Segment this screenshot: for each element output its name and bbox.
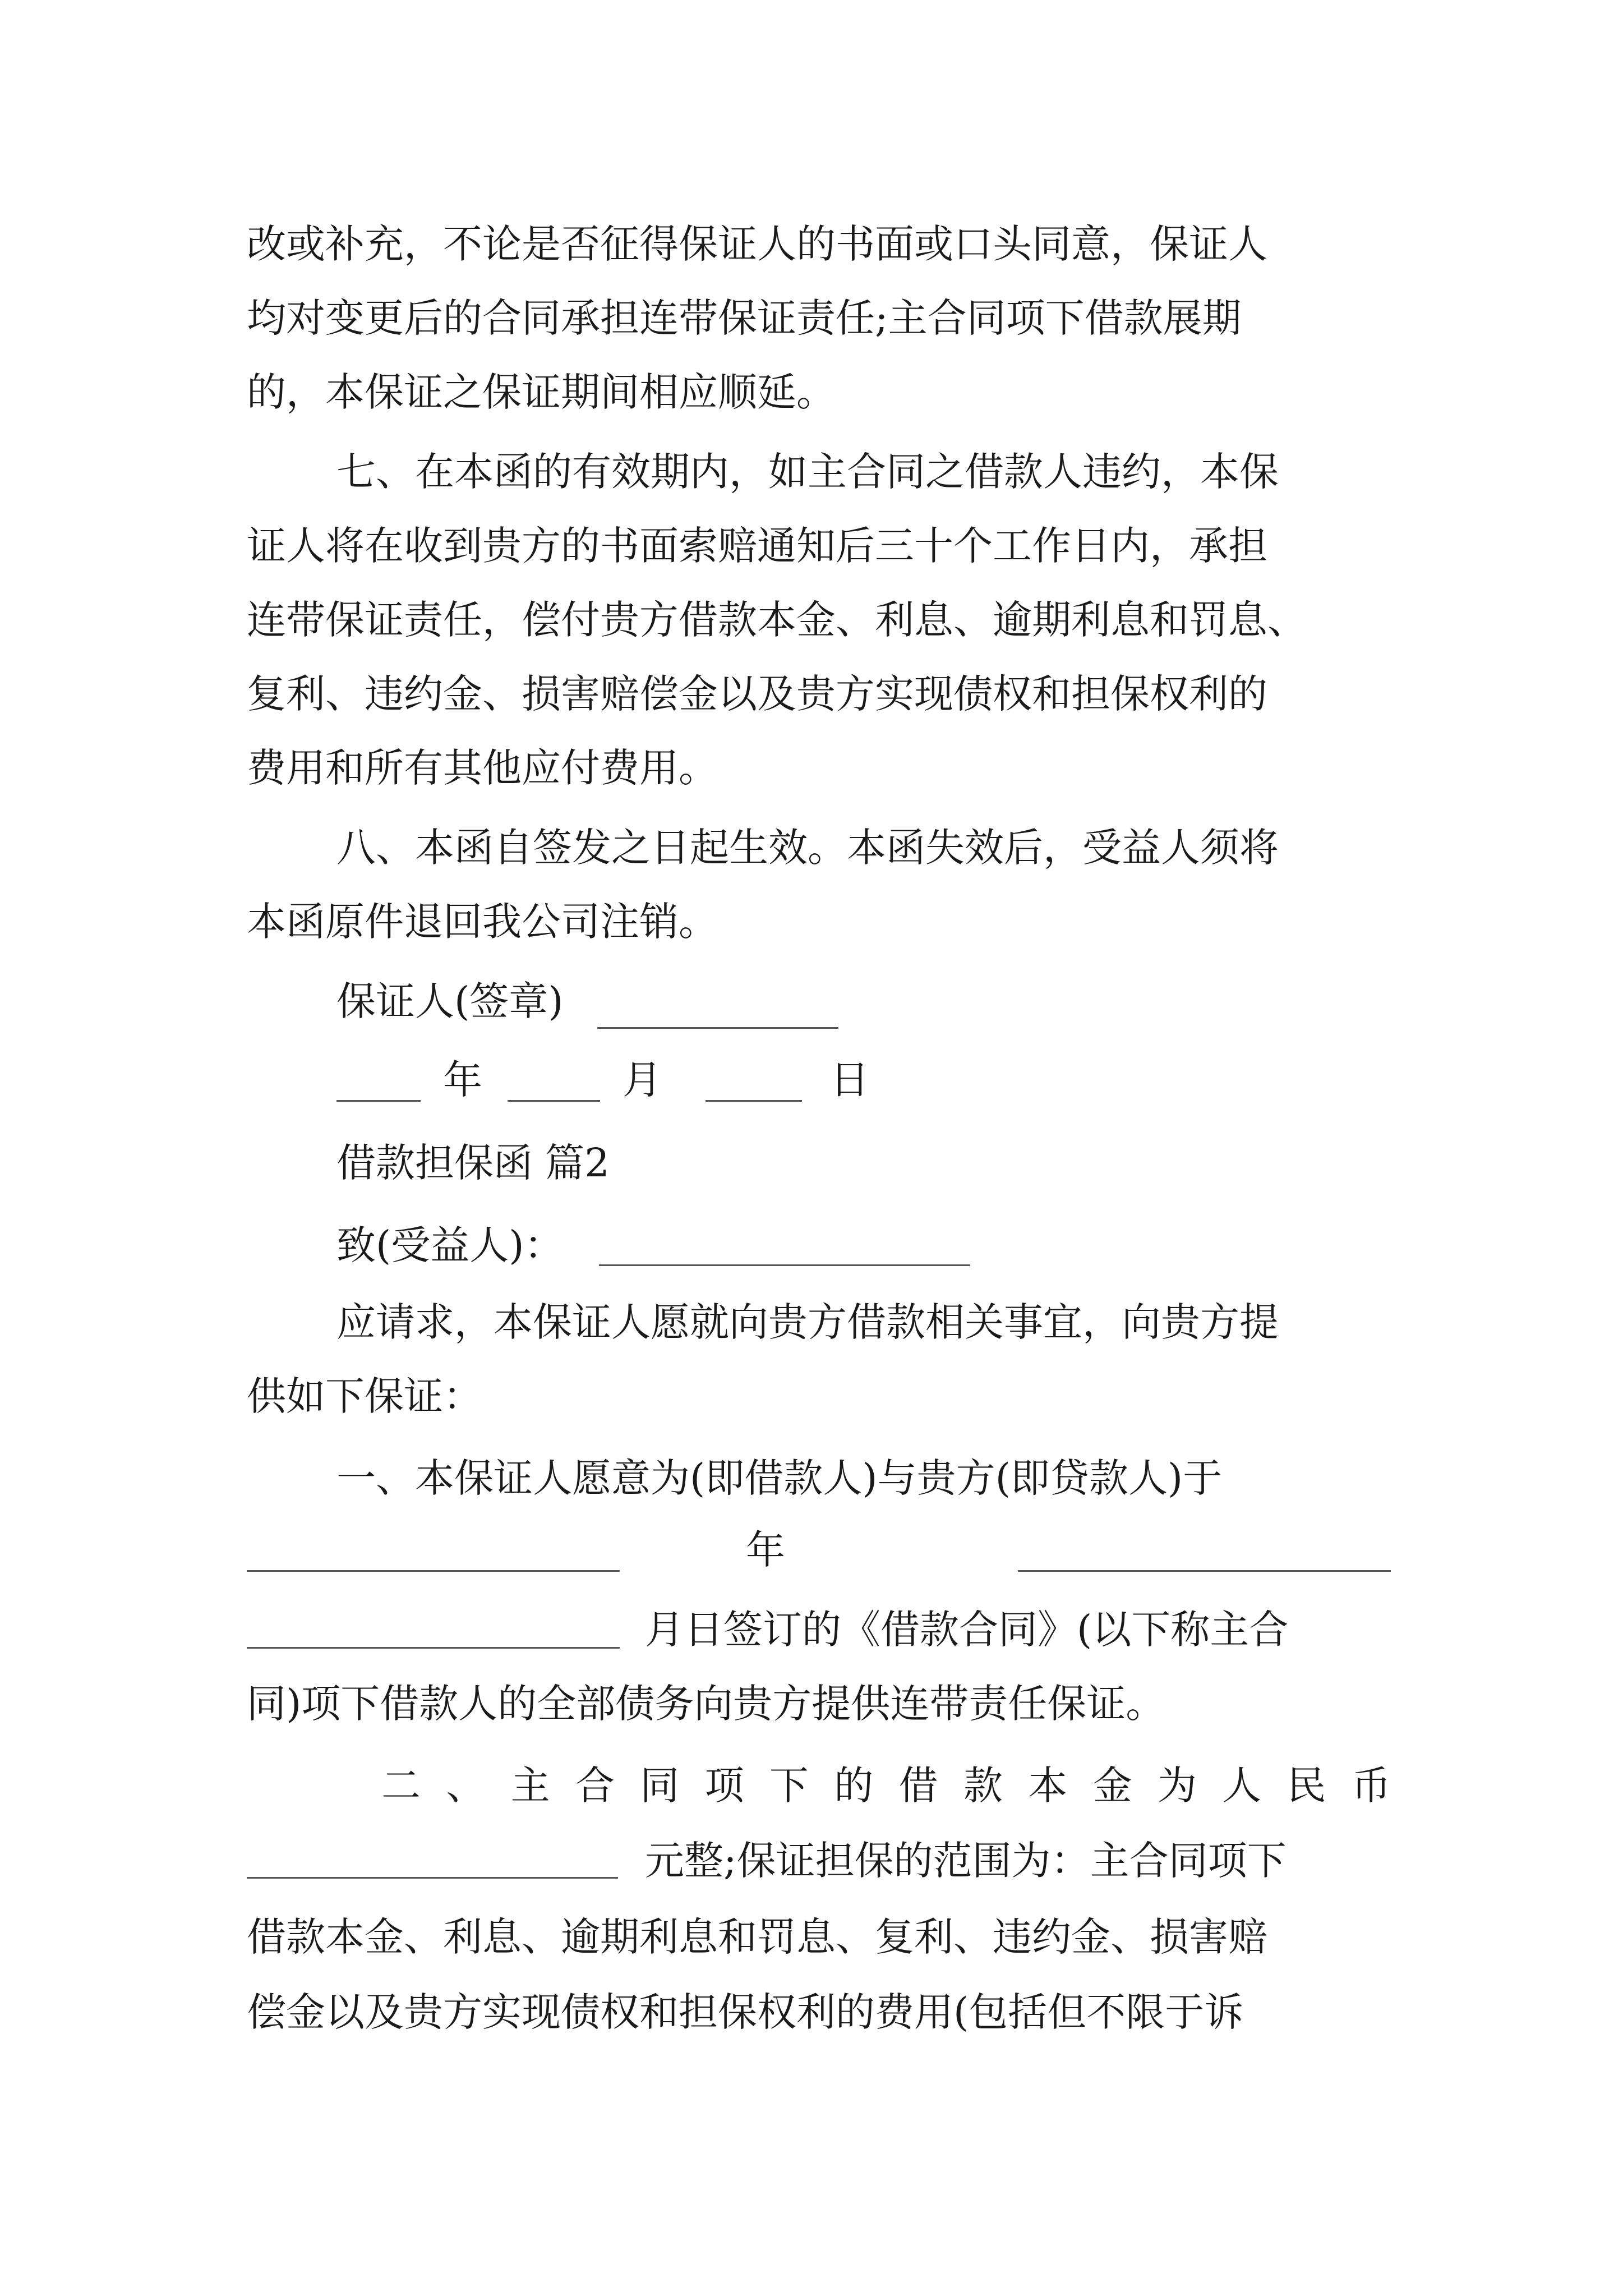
char: 同: [640, 1763, 680, 1809]
spread-paragraph-line: [381, 1763, 1391, 1809]
day-blank: [706, 1099, 802, 1102]
paragraph-line: 偿金以及贵方实现债权和担保权利的费用(包括但不限于诉: [247, 1989, 1244, 2035]
char: 款: [963, 1763, 1003, 1809]
char: 项: [704, 1763, 744, 1809]
paragraph-line: 证人将在收到贵方的书面索赔通知后三十个工作日内，承担: [247, 523, 1267, 569]
month-blank: [508, 1099, 600, 1102]
beneficiary-blank: [599, 1264, 970, 1266]
date-day-label: 日: [830, 1057, 869, 1103]
char: 民: [1287, 1763, 1326, 1809]
paragraph-line: 本函原件退回我公司注销。: [247, 899, 718, 945]
year-blank: [336, 1099, 421, 1102]
month-day-blank: [247, 1646, 620, 1649]
signature-blank: [597, 1027, 838, 1029]
char: 、: [446, 1763, 486, 1809]
paragraph-line: 连带保证责任，偿付贵方借款本金、利息、逾期利息和罚息、: [247, 597, 1307, 643]
paragraph-line: 同)项下借款人的全部债务向贵方提供连带责任保证。: [247, 1681, 1165, 1727]
paragraph-line: 的，本保证之保证期间相应顺延。: [247, 369, 836, 415]
char: 借: [898, 1763, 938, 1809]
char: 下: [769, 1763, 809, 1809]
char: 金: [1092, 1763, 1132, 1809]
paragraph-line: 应请求，本保证人愿就向贵方借款相关事宜，向贵方提: [336, 1299, 1279, 1345]
char: 主: [510, 1763, 550, 1809]
section-title: 借款担保函 篇2: [336, 1140, 610, 1186]
paragraph-line: 均对变更后的合同承担连带保证责任;主合同项下借款展期: [247, 295, 1242, 341]
paragraph-line: 改或补充，不论是否征得保证人的书面或口头同意，保证人: [247, 221, 1267, 267]
paragraph-line: 复利、违约金、损害赔偿金以及贵方实现债权和担保权利的: [247, 671, 1267, 717]
paragraph-line: 一、本保证人愿意为(即借款人)与贵方(即贷款人)于: [336, 1455, 1223, 1501]
signature-label: 保证人(签章): [336, 978, 564, 1024]
char: 二: [381, 1763, 421, 1809]
char: 的: [834, 1763, 874, 1809]
paragraph-line: 七、在本函的有效期内，如主合同之借款人违约，本保: [336, 449, 1279, 495]
char: 人: [1222, 1763, 1262, 1809]
paragraph-line: 借款本金、利息、逾期利息和罚息、复利、违约金、损害赔: [247, 1914, 1267, 1960]
paragraph-line: 月日签订的《借款合同》(以下称主合: [645, 1607, 1289, 1653]
amount-blank: [247, 1876, 618, 1879]
paragraph-line: 费用和所有其他应付费用。: [247, 745, 718, 791]
char: 币: [1351, 1763, 1391, 1809]
paragraph-line: 八、本函自签发之日起生效。本函失效后，受益人须将: [336, 825, 1279, 871]
char: 为: [1157, 1763, 1197, 1809]
char: 合: [575, 1763, 615, 1809]
borrower-blank: [247, 1570, 620, 1572]
to-beneficiary-label: 致(受益人)：: [336, 1222, 564, 1268]
year-value-blank: [1018, 1570, 1391, 1572]
date-year-label: 年: [443, 1057, 482, 1103]
contract-year-label: 年: [746, 1527, 785, 1573]
date-month-label: 月: [623, 1057, 662, 1103]
char: 本: [1028, 1763, 1068, 1809]
paragraph-line: 供如下保证：: [247, 1373, 482, 1419]
paragraph-line: 元整;保证担保的范围为：主合同项下: [645, 1838, 1287, 1884]
